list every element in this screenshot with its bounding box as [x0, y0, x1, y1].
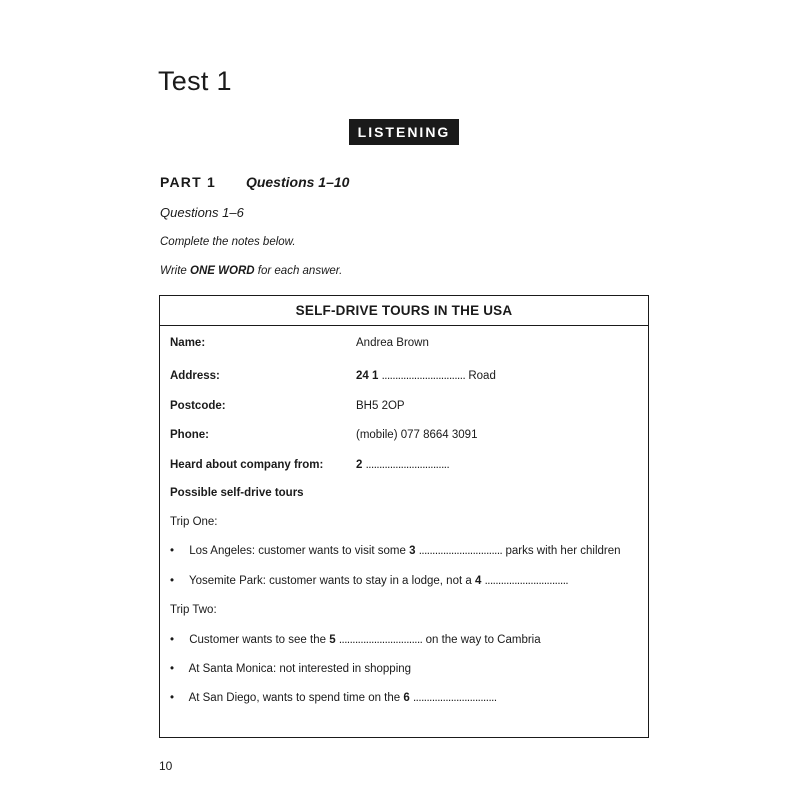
instruction-prefix: Write — [160, 265, 187, 277]
field-value-address — [356, 370, 496, 382]
possible-tours-label: Possible self-drive tours — [170, 487, 304, 499]
answer-gap-2-number: 2 — [356, 459, 363, 471]
list-item — [170, 545, 621, 557]
item-text: Los Angeles: customer wants to visit some — [189, 545, 406, 557]
test-title: Test 1 — [158, 66, 232, 96]
part-label: PART 1 — [160, 174, 216, 190]
answer-gap-1[interactable]: ............................... — [381, 370, 466, 382]
bullet-icon: • — [170, 545, 175, 557]
field-value-heard-about — [356, 459, 449, 471]
answer-gap-2[interactable]: ............................... — [365, 459, 450, 471]
item-text: At San Diego, wants to spend time on the — [188, 692, 401, 704]
answer-gap-4-number: 4 — [474, 575, 482, 587]
list-item — [170, 692, 497, 704]
answer-gap-3-number: 3 — [409, 545, 416, 557]
answer-gap-6[interactable]: ............................... — [412, 692, 497, 704]
address-suffix: Road — [468, 370, 496, 382]
answer-gap-1-number: 24 1 — [356, 370, 379, 382]
field-value-postcode: BH5 2OP — [356, 400, 405, 412]
field-label-address: Address: — [170, 370, 220, 382]
bullet-icon: • — [170, 663, 175, 675]
item-text-after: on the way to Cambria — [425, 634, 541, 646]
list-item — [170, 663, 411, 675]
item-text: At Santa Monica: not interested in shopping — [188, 663, 412, 675]
list-item — [170, 575, 568, 587]
field-label-postcode: Postcode: — [170, 400, 226, 412]
list-item — [170, 634, 541, 646]
answer-gap-4[interactable]: ............................... — [484, 575, 569, 587]
notes-title: SELF-DRIVE TOURS IN THE USA — [160, 296, 648, 326]
bullet-icon: • — [170, 575, 175, 587]
part-heading — [160, 174, 349, 190]
field-value-phone: (mobile) 077 8664 3091 — [356, 429, 478, 441]
field-value-name: Andrea Brown — [356, 337, 429, 349]
trip-two-label: Trip Two: — [170, 604, 217, 616]
answer-gap-3[interactable]: ............................... — [418, 545, 503, 557]
field-label-heard-about: Heard about company from: — [170, 459, 324, 471]
field-label-phone: Phone: — [170, 429, 209, 441]
subsection-title: Questions 1–6 — [160, 205, 244, 220]
bullet-icon: • — [170, 692, 175, 704]
item-text-after: parks with her children — [505, 545, 621, 557]
bullet-icon: • — [170, 634, 175, 646]
field-label-name: Name: — [170, 337, 206, 349]
page-number: 10 — [159, 759, 173, 773]
section-banner: LISTENING — [349, 119, 459, 145]
answer-gap-5-number: 5 — [329, 634, 336, 646]
instruction-suffix: for each answer. — [257, 265, 343, 277]
part-questions-range: Questions 1–10 — [245, 174, 350, 190]
trip-one-label: Trip One: — [170, 516, 218, 528]
item-text: Yosemite Park: customer wants to stay in a lodge, not a — [189, 575, 472, 587]
answer-gap-6-number: 6 — [403, 692, 410, 704]
item-text: Customer wants to see the — [189, 634, 326, 646]
instruction-word-limit — [160, 265, 342, 277]
instruction-complete: Complete the notes below. — [160, 236, 296, 248]
answer-gap-5[interactable]: ............................... — [338, 634, 423, 646]
instruction-emphasis: ONE WORD — [190, 265, 255, 277]
notes-box — [159, 295, 649, 738]
